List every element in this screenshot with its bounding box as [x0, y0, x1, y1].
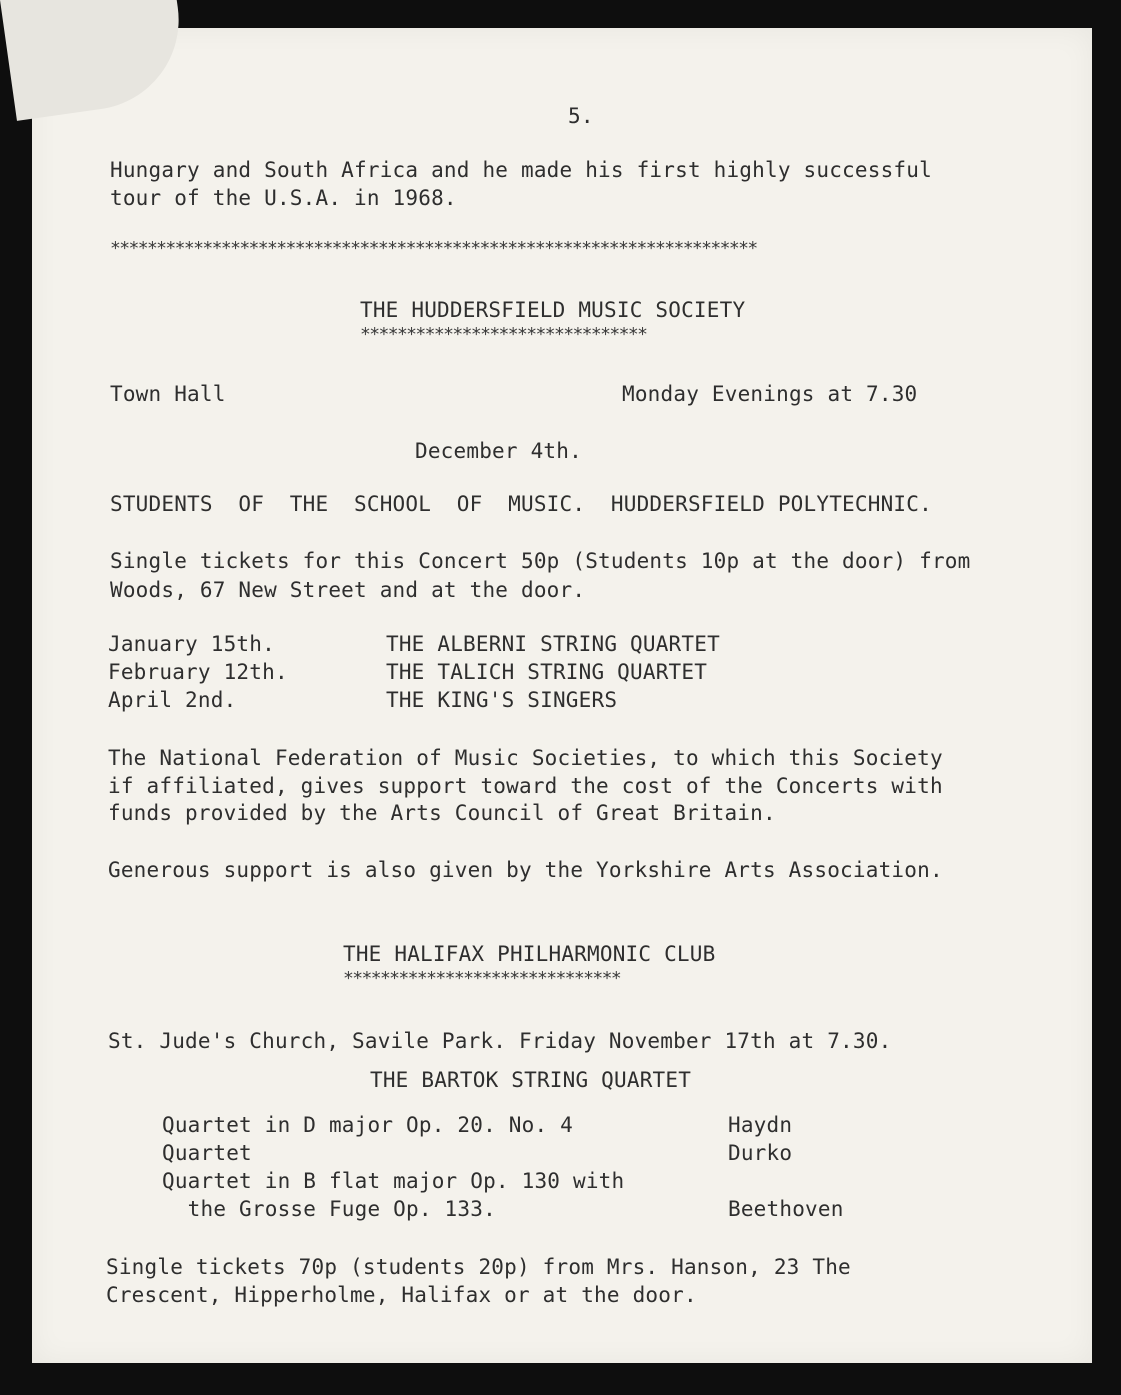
huddersfield-title-underline: *******************************: [360, 324, 647, 345]
halifax-venue-line: St. Jude's Church, Savile Park. Friday November 17th at 7.30.: [108, 1029, 892, 1053]
huddersfield-schedule: Monday Evenings at 7.30: [622, 382, 918, 406]
huddersfield-venue: Town Hall: [110, 382, 226, 406]
intro-line-1: Hungary and South Africa and he made his first highly successful: [110, 158, 932, 182]
concert-date: January 15th.: [108, 632, 275, 656]
federation-line-2: if affiliated, gives support toward the cost of the Concerts with: [108, 774, 943, 798]
programme-work: Quartet in D major Op. 20. No. 4: [162, 1113, 573, 1137]
concert-date: December 4th.: [415, 439, 582, 463]
support-note: Generous support is also given by the Yorkshire Arts Association.: [108, 858, 943, 882]
intro-line-2: tour of the U.S.A. in 1968.: [110, 186, 457, 210]
halifax-performer: THE BARTOK STRING QUARTET: [370, 1068, 692, 1092]
halifax-title: THE HALIFAX PHILHARMONIC CLUB: [343, 942, 716, 966]
tickets-line-1: Single tickets for this Concert 50p (Students 10p at the door) from: [110, 549, 971, 573]
concert-date: April 2nd.: [108, 688, 237, 712]
halifax-tickets-line-1: Single tickets 70p (students 20p) from Mrs. Hanson, 23 The: [106, 1255, 851, 1279]
halifax-title-underline: ******************************: [343, 968, 621, 989]
programme-work: Quartet in B flat major Op. 130 with: [162, 1169, 625, 1193]
federation-line-1: The National Federation of Music Societies, to which this Society: [108, 746, 943, 770]
section-divider: **********************************************************************: [110, 238, 757, 259]
halifax-tickets-line-2: Crescent, Hipperholme, Halifax or at the door.: [106, 1283, 697, 1307]
concert-date: February 12th.: [108, 660, 288, 684]
programme-composer: Beethoven: [728, 1197, 844, 1221]
concert-performer: THE KING'S SINGERS: [386, 688, 618, 712]
tickets-line-2: Woods, 67 New Street and at the door.: [110, 578, 586, 602]
federation-line-3: funds provided by the Arts Council of Great Britain.: [108, 801, 776, 825]
programme-work: Quartet: [162, 1141, 252, 1165]
programme-composer: Durko: [728, 1141, 793, 1165]
programme-composer: Haydn: [728, 1113, 793, 1137]
concert-performers: STUDENTS OF THE SCHOOL OF MUSIC. HUDDERSFIELD POLYTECHNIC.: [110, 492, 932, 516]
concert-performer: THE TALICH STRING QUARTET: [386, 660, 708, 684]
programme-work: the Grosse Fuge Op. 133.: [162, 1197, 496, 1221]
huddersfield-title: THE HUDDERSFIELD MUSIC SOCIETY: [360, 298, 746, 322]
concert-performer: THE ALBERNI STRING QUARTET: [386, 632, 720, 656]
page-number: 5.: [568, 104, 594, 128]
